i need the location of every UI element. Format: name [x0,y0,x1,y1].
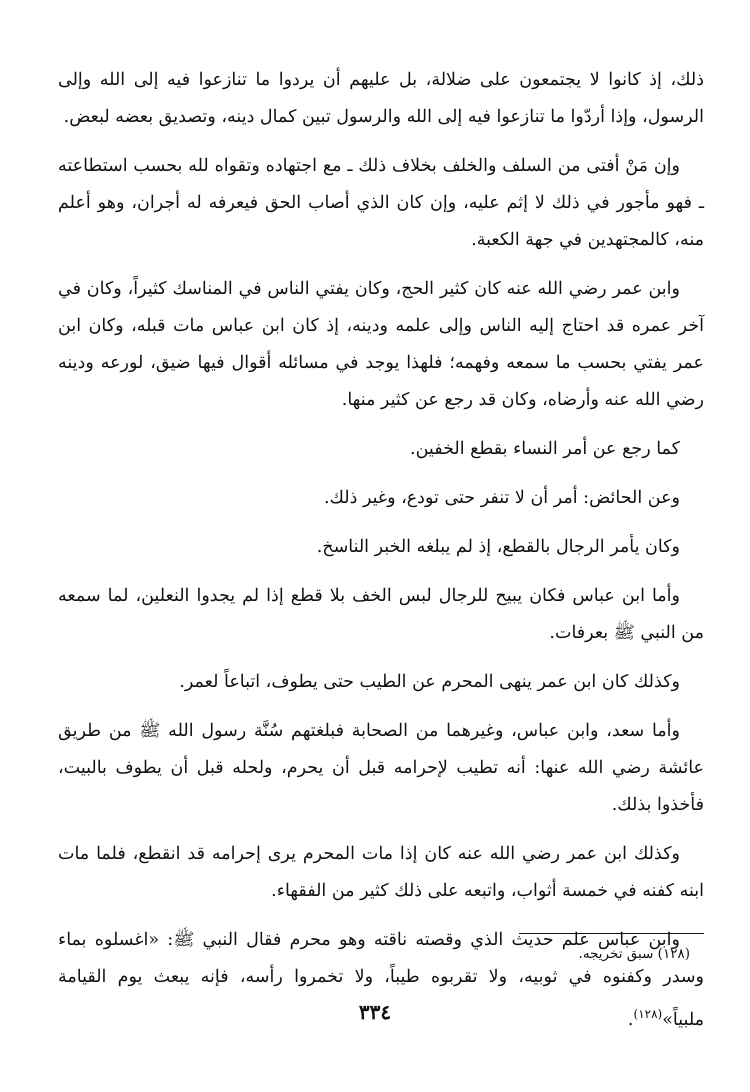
page-number: ٣٣٤ [358,1000,392,1024]
paragraph-9: وأما سعد، وابن عباس، وغيرهما من الصحابة فبلغتهم سُنَّة رسول الله ﷺ من طريق عائشة رضي الله عنها: أنه تطيب لإحرامه قبل أن يحرم، ولحله قبل أن يطوف بالبيت، فأخذوا بذلك. [58,721,704,815]
paragraph-11-text: وابن عباس علم حديث الذي وقصته ناقته وهو محرم فقال النبي ﷺ: «اغسلوه بماء وسدر وكفنوه في ثوبيه، ولا تقربوه طيباً، ولا تخمروا رأسه، فإنه يبعث يوم القيامة ملبياً» [58,930,704,1030]
paragraph-4: كما رجع عن أمر النساء بقطع الخفين. [410,439,680,459]
paragraph-2: وإن مَنْ أفتى من السلف والخلف بخلاف ذلك ـ مع اجتهاده وتقواه لله بحسب استطاعته ـ فهو مأجور في ذلك لا إثم عليه، وإن كان الذي أصاب الحق فيعرفه له أجران، وهو أعلم منه، كالمجتهدين في جهة الكعبة. [58,156,704,250]
paragraph-11-period: . [627,1009,634,1030]
paragraph-5: وعن الحائض: أمر أن لا تنفر حتى تودع، وغير ذلك. [323,488,680,508]
paragraph-1: ذلك، إذ كانوا لا يجتمعون على ضلالة، بل عليهم أن يردوا ما تنازعوا فيه إلى الله وإلى الرسول، وإذا أردّوا ما تنازعوا فيه إلى الله والرسول تبين كمال دينه، وتصديق بعضه لبعض. [58,70,704,127]
paragraph-8: وكذلك كان ابن عمر ينهى المحرم عن الطيب حتى يطوف، اتباعاً لعمر. [179,672,680,692]
footnote: (١٢٨) سبق تخريجه. [578,946,690,962]
page-body [58,62,704,1051]
paragraph-10: وكذلك ابن عمر رضي الله عنه كان إذا مات المحرم يرى إحرامه قد انقطع، فلما مات ابنه كفنه في خمسة أثواب، واتبعه على ذلك كثير من الفقهاء. [58,844,704,901]
footnote-reference: (١٢٨) [633,1007,663,1021]
paragraph-6: وكان يأمر الرجال بالقطع، إذ لم يبلغه الخبر الناسخ. [316,537,680,557]
paragraph-7: وأما ابن عباس فكان يبيح للرجال لبس الخف بلا قطع إذا لم يجدوا النعلين، لما سمعه من النبي ﷺ بعرفات. [58,586,704,643]
paragraph-3: وابن عمر رضي الله عنه كان كثير الحج، وكان يفتي الناس في المناسك كثيراً، وكان في آخر عمره قد احتاج إليه الناس وإلى علمه ودينه، إذ كان ابن عباس مات قبله، وكان ابن عمر يفتي بحسب ما سمعه وفهمه؛ فلهذا يوجد في مسائله أقوال فيها ضيق، لورعه ودينه رضي الله عنه وأرضاه، وكان قد رجع عن كثير منها. [58,279,704,410]
footnote-divider [519,933,704,934]
